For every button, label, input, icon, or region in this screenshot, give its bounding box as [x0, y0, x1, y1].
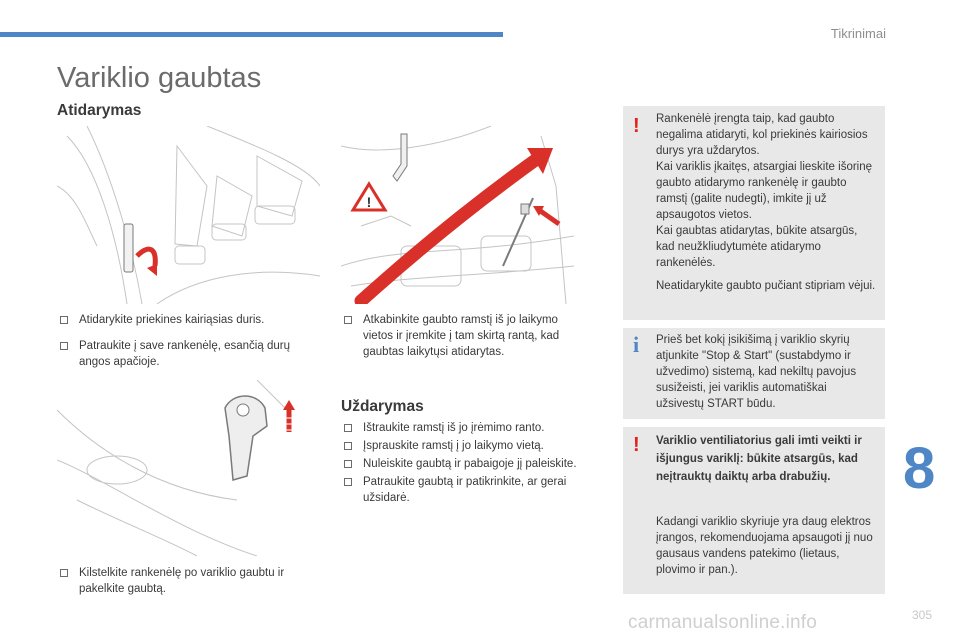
closing-title: Uždarymas: [341, 398, 424, 415]
header-accent-bar: [0, 32, 503, 37]
checkbox-icon: [344, 460, 352, 468]
warning-note-handle: [623, 106, 885, 320]
page-title: Variklio gaubtas: [57, 62, 262, 94]
prop-rod-illustration: [341, 126, 574, 304]
checkbox-icon: [60, 569, 68, 577]
opening-step-bottom: [57, 565, 319, 597]
svg-text:!: !: [366, 194, 372, 210]
list-item: Atidarykite priekines kairiąsias duris.: [57, 312, 319, 328]
section-label: Tikrinimai: [830, 26, 886, 41]
safety-catch-illustration: [57, 380, 320, 556]
release-handle-illustration: [57, 126, 320, 304]
note-paragraph: Kai variklis įkaitęs, atsargiai lieskite išorinę gaubto atidarymo rankenėlę ir gaubto ramstį (galite nudegti), imkite jį už apsaugotos vietos.: [656, 161, 873, 221]
list-item: Patraukite gaubtą ir patikrinkite, ar gerai užsidarė.: [341, 474, 601, 506]
chapter-number: 8: [903, 436, 936, 501]
watermark: carmanualsonline.info: [628, 612, 818, 633]
closing-steps: [341, 420, 601, 508]
note-paragraph: Prieš bet kokį įsikišimą į variklio skyrių atjunkite "Stop & Start" (sustabdymo ir užvedimo) sistemą, kad nekiltų pavojus susižeisti, jei variklis automatiškai užsivestų START būdu.: [656, 334, 857, 410]
checkbox-icon: [344, 442, 352, 450]
list-item: Nuleiskite gaubtą ir pabaigoje jį paleiskite.: [341, 456, 601, 472]
warning-exclamation-icon: !: [633, 115, 640, 137]
page-number: 305: [912, 608, 933, 622]
opening-steps-middle: [341, 312, 577, 360]
checkbox-icon: [344, 424, 352, 432]
checkbox-icon: [344, 316, 352, 324]
list-item: Įsprauskite ramstį į jo laikymo vietą.: [341, 438, 601, 454]
info-icon: i: [633, 332, 640, 357]
note-bold-paragraph: Variklio ventiliatorius gali imti veikti ir išjungus variklį: būkite atsargūs, kad neįtrauktų daiktų arba drabužių.: [656, 435, 862, 483]
list-item: Atkabinkite gaubto ramstį iš jo laikymo vietos ir įremkite į tam skirtą rantą, kad gaubtas laikytųsi atidarytas.: [341, 312, 577, 360]
checkbox-icon: [344, 478, 352, 486]
checkbox-icon: [60, 342, 68, 350]
opening-title: Atidarymas: [57, 102, 142, 119]
warning-exclamation-icon: !: [633, 434, 640, 456]
note-paragraph: Neatidarykite gaubto pučiant stipriam vėjui.: [656, 280, 876, 292]
checkbox-icon: [60, 316, 68, 324]
list-item: Kilstelkite rankenėlę po variklio gaubtu ir pakelkite gaubtą.: [57, 565, 319, 597]
note-paragraph: Rankenėlė įrengta taip, kad gaubto negalima atidaryti, kol priekinės kairiosios durys yra uždarytos.: [656, 113, 868, 157]
note-paragraph: Kadangi variklio skyriuje yra daug elektros įrangos, rekomenduojama apsaugoti jį nuo gausaus vandens patekimo (lietaus, plovimo ir pan.).: [656, 516, 873, 576]
opening-steps-left: [57, 312, 319, 380]
info-note-stop-start: [623, 328, 885, 419]
note-paragraph: Kai gaubtas atidarytas, būkite atsargūs, kad neužkliudytumėte atidarymo rankenėlės.: [656, 225, 858, 269]
list-item: Ištraukite ramstį iš jo įrėmimo ranto.: [341, 420, 601, 436]
warning-note-fan: [623, 427, 885, 594]
list-item: Patraukite į save rankenėlę, esančią durų angos apačioje.: [57, 338, 319, 370]
